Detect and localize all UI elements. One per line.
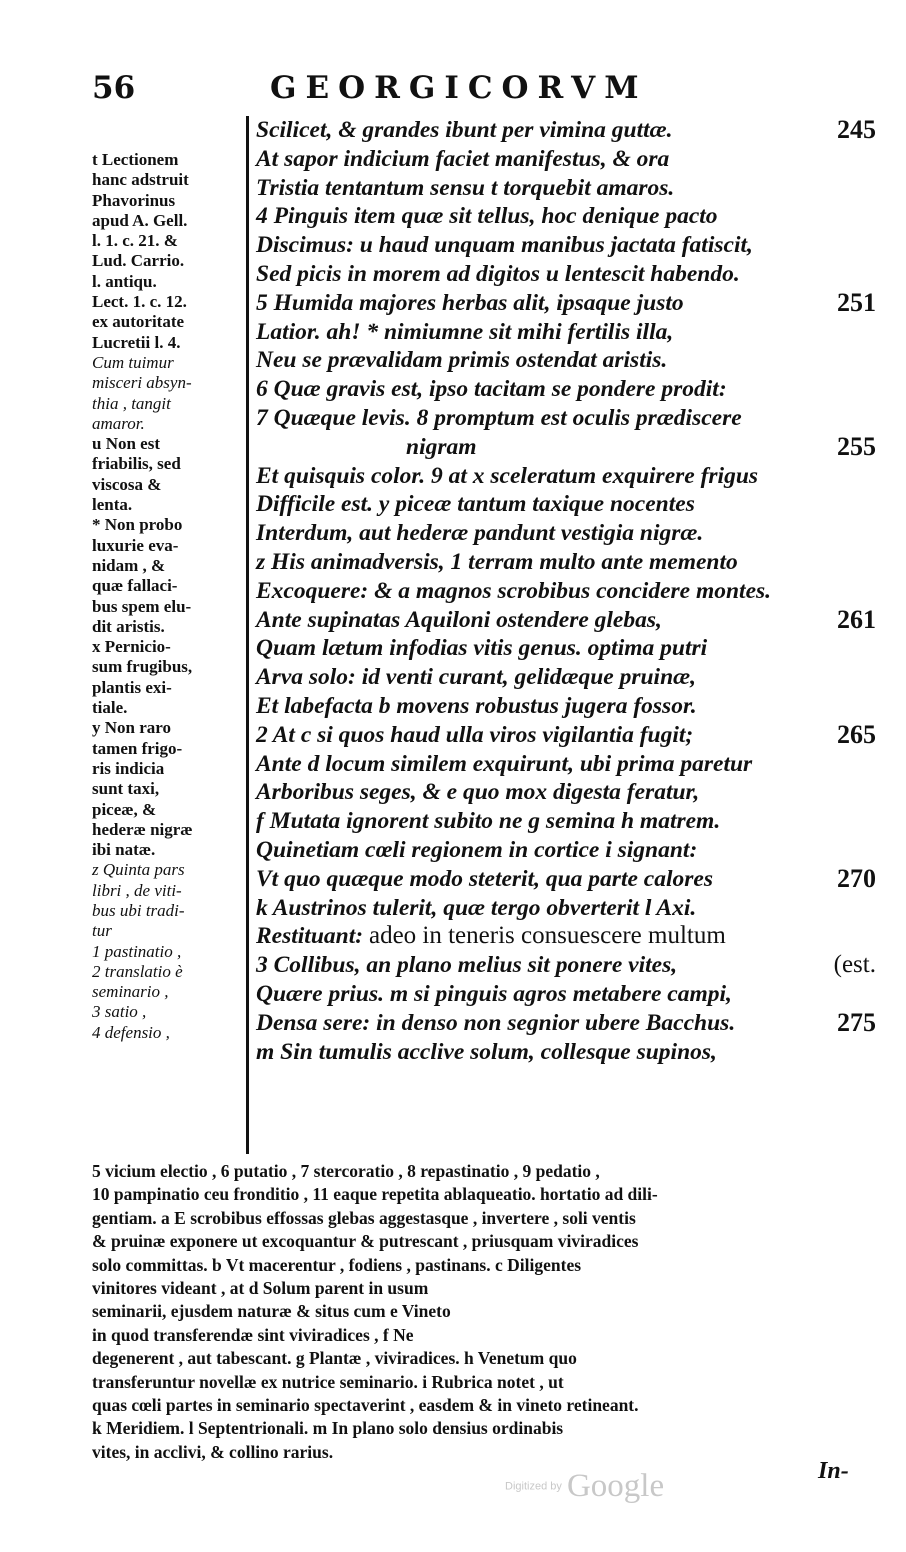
verse-text: z His animadversis, 1 terram multo ante memento: [256, 548, 738, 575]
verse-text: Excoquere: & a magnos scrobibus concidere montes.: [256, 577, 772, 604]
sidenote-line: * Non probo: [92, 515, 183, 535]
verse-text: 3 Collibus, an plano melius sit ponere vites,: [256, 952, 678, 979]
verse-text: 2 At c si quos haud ulla viros vigilantia fugit;: [256, 721, 694, 748]
verse-line: [256, 634, 876, 663]
sidenote-line: nidam , &: [92, 555, 166, 575]
verse-text: m Sin tumulis acclive solum, collesque supinos,: [256, 1038, 717, 1065]
footnote-line: 10 pampinatio ceu fronditio , 11 eaque repetita ablaqueatio. hortatio ad dili-: [92, 1184, 658, 1205]
verse-text: Arva solo: id venti curant, gelidæque pruinæ,: [256, 664, 697, 691]
verse-text: 5 Humida majores herbas alit, ipsaque justo: [256, 289, 684, 316]
column-rule: [246, 116, 249, 1154]
verse-number: 270: [837, 863, 876, 893]
sidenote-line: 1 pastinatio ,: [92, 941, 182, 961]
sidenote-line: Lect. 1. c. 12.: [92, 292, 187, 312]
digitized-watermark: [505, 1468, 664, 1505]
verse-text: Vt quo quæque modo steterit, qua parte calores: [256, 865, 713, 892]
verse-line: [256, 202, 876, 231]
verse-text: Latior. ah! * nimiumne sit mihi fertilis illa,: [256, 318, 674, 345]
verse-roman-text: (est.: [833, 951, 876, 979]
sidenote-line: sunt taxi,: [92, 779, 160, 799]
verse-text: Ante d locum similem exquirunt, ubi prima paretur: [256, 750, 753, 777]
verse-line: [256, 346, 876, 375]
sidenote-line: Phavorinus: [92, 190, 176, 210]
verse-text: Quære prius. m si pinguis agros metabere campi,: [256, 980, 732, 1007]
verse-text: Restituant:: [256, 923, 369, 950]
verse-text: nigram: [406, 433, 477, 460]
verse-text: 4 Pinguis item quæ sit tellus, hoc denique pacto: [256, 203, 718, 230]
verse-line: [256, 836, 876, 865]
catchword: In-: [818, 1458, 849, 1484]
verse-text: k Austrinos tulerit, quæ tergo obverterit l Axi.: [256, 894, 697, 921]
verse-text: Sed picis in morem ad digitos u lentescit habendo.: [256, 260, 740, 287]
verse-number: 265: [837, 719, 876, 749]
sidenote-line: misceri absyn-: [92, 373, 192, 393]
verse-text: Quam lætum infodias vitis genus. optima putri: [256, 635, 708, 662]
verse-line: [256, 289, 876, 318]
sidenote-line: luxurie eva-: [92, 535, 179, 555]
footnote-line: transferuntur novellæ ex nutrice seminario. i Rubrica notet , ut: [92, 1371, 564, 1392]
verse-text: Difficile est. y piceæ tantum taxique nocentes: [256, 491, 695, 518]
footnote-line: degenerent , aut tabescant. g Plantæ , viviradices. h Venetum quo: [92, 1348, 577, 1369]
verse-column: [256, 116, 876, 1066]
sidenote-line: t Lectionem: [92, 150, 179, 169]
verse-line: [256, 922, 876, 951]
sidenote-line: Lud. Carrio.: [92, 251, 185, 271]
verse-line: [256, 807, 876, 836]
sidenote-line: 2 translatio è: [92, 961, 183, 981]
verse-line: [256, 116, 876, 145]
verse-line: [256, 260, 876, 289]
sidenote-line: x Pernicio-: [92, 637, 171, 657]
verse-line: [256, 606, 876, 635]
verse-line: [256, 404, 876, 433]
verse-text: Arboribus seges, & e quo mox digesta feratur,: [256, 779, 700, 806]
sidenote-line: ibi natæ.: [92, 840, 156, 860]
verse-line: [256, 778, 876, 807]
verse-text: Tristia tentantum sensu t torquebit amaros.: [256, 174, 675, 201]
verse-line: [256, 519, 876, 548]
verse-line: [256, 750, 876, 779]
verse-text: Et quisquis color. 9 at x sceleratum exquirere frigus: [256, 462, 759, 489]
verse-text: Interdum, aut hederæ pandunt vestigia nigræ.: [256, 520, 704, 547]
verse-line: [256, 980, 876, 1009]
footnotes-block: [92, 1160, 864, 1464]
verse-line: [256, 318, 876, 347]
footnote-line: k Meridiem. l Septentrionali. m In plano solo densius ordinabis: [92, 1418, 564, 1439]
verse-text: Ante supinatas Aquiloni ostendere glebas,: [256, 606, 662, 633]
sidenote-line: piceæ, &: [92, 799, 157, 819]
sidenote-line: plantis exi-: [92, 677, 172, 697]
sidenote-line: ex autoritate: [92, 312, 185, 332]
sidenote-line: bus spem elu-: [92, 596, 192, 616]
footnote-line: seminarii, ejusdem naturæ & situs cum e Vineto: [92, 1301, 451, 1322]
sidenote-line: Cum tuimur: [92, 352, 174, 372]
sidenotes-column: [92, 150, 242, 1043]
sidenote-line: dit aristis.: [92, 616, 165, 636]
verse-number: 251: [837, 287, 876, 317]
verse-roman-text: adeo in teneris consuescere multum: [368, 922, 726, 950]
verse-line: [256, 433, 876, 462]
sidenote-line: u Non est: [92, 434, 161, 454]
sidenote-line: 3 satio ,: [92, 1002, 147, 1022]
sidenote-line: lenta.: [92, 495, 133, 515]
verse-text: 7 Quæque levis. 8 promptum est oculis prædiscere: [256, 404, 742, 431]
verse-line: [256, 462, 876, 491]
verse-text: Discimus: u haud unquam manibus jactata fatiscit,: [256, 232, 753, 259]
verse-line: [256, 663, 876, 692]
verse-line: [256, 490, 876, 519]
verse-number: 275: [837, 1007, 876, 1037]
sidenote-line: tiale.: [92, 698, 128, 718]
page-number: 56: [92, 70, 136, 106]
running-title: GEORGICORVM: [270, 70, 648, 106]
sidenote-line: l. 1. c. 21. &: [92, 231, 178, 251]
footnote-line: & pruinæ exponere ut excoquantur & putrescant , priusquam viviradices: [92, 1231, 639, 1252]
verse-text: Neu se prævalidam primis ostendat aristis.: [256, 347, 668, 374]
footnote-line: vites, in acclivi, & collino rarius.: [92, 1441, 334, 1462]
verse-line: [256, 548, 876, 577]
sidenote-line: viscosa &: [92, 474, 162, 494]
sidenote-line: tur: [92, 921, 112, 941]
sidenote-line: y Non raro: [92, 718, 172, 738]
verse-text: Scilicet, & grandes ibunt per vimina guttæ.: [256, 117, 673, 143]
footnote-line: 5 vicium electio , 6 putatio , 7 stercoratio , 8 repastinatio , 9 pedatio ,: [92, 1161, 600, 1181]
verse-line: [256, 1038, 876, 1067]
sidenote-line: tamen frigo-: [92, 738, 183, 758]
verse-number: 245: [837, 115, 876, 144]
footnote-line: quas cœli partes in seminario spectaverint , easdem & in vineto retineant.: [92, 1395, 639, 1416]
sidenote-line: sum frugibus,: [92, 657, 193, 677]
sidenote-line: seminario ,: [92, 982, 169, 1002]
footnote-line: solo committas. b Vt macerentur , fodiens , pastinans. c Diligentes: [92, 1254, 582, 1275]
sidenote-line: hederæ nigræ: [92, 819, 193, 839]
verse-line: [256, 951, 876, 980]
sidenote-line: thia , tangit: [92, 393, 171, 413]
verse-line: [256, 894, 876, 923]
sidenote-line: bus ubi tradi-: [92, 900, 185, 920]
verse-line: [256, 1009, 876, 1038]
verse-number: 261: [837, 604, 876, 634]
sidenote-line: friabilis, sed: [92, 454, 181, 474]
footnote-line: in quod transferendæ sint viviradices , f Ne: [92, 1324, 414, 1345]
verse-line: [256, 577, 876, 606]
sidenote-line: apud A. Gell.: [92, 210, 188, 230]
verse-text: Et labefacta b movens robustus jugera fossor.: [256, 692, 697, 719]
verse-text: f Mutata ignorent subito ne g semina h matrem.: [256, 808, 721, 835]
sidenote-line: ris indicia: [92, 758, 165, 778]
verse-line: [256, 174, 876, 203]
verse-text: 6 Quæ gravis est, ipso tacitam se pondere prodit:: [256, 376, 727, 403]
verse-line: [256, 865, 876, 894]
sidenote-line: Lucretii l. 4.: [92, 332, 181, 352]
sidenote-line: amaror.: [92, 413, 145, 433]
verse-line: [256, 721, 876, 750]
verse-line: [256, 375, 876, 404]
verse-line: [256, 145, 876, 174]
sidenote-line: l. antiqu.: [92, 271, 157, 291]
sidenote-line: hanc adstruit: [92, 170, 189, 190]
footnote-line: vinitores videant , at d Solum parent in usum: [92, 1278, 429, 1299]
sidenote-line: z Quinta pars: [92, 860, 185, 880]
verse-line: [256, 231, 876, 260]
sidenote-line: 4 defensio ,: [92, 1022, 170, 1042]
verse-number: 255: [837, 431, 876, 461]
verse-text: Quinetiam cœli regionem in cortice i signant:: [256, 836, 698, 863]
google-logo: Google: [566, 1468, 665, 1504]
sidenote-line: libri , de viti-: [92, 880, 182, 900]
watermark-prefix: Digitized by: [505, 1480, 562, 1493]
footnote-line: gentiam. a E scrobibus effossas glebas aggestasque , invertere , soli ventis: [92, 1207, 636, 1228]
verse-text: At sapor indicium faciet manifestus, & ora: [256, 145, 670, 172]
sidenote-line: quæ fallaci-: [92, 576, 178, 596]
verse-text: Densa sere: in denso non segnior ubere Bacchus.: [256, 1009, 736, 1036]
verse-line: [256, 692, 876, 721]
